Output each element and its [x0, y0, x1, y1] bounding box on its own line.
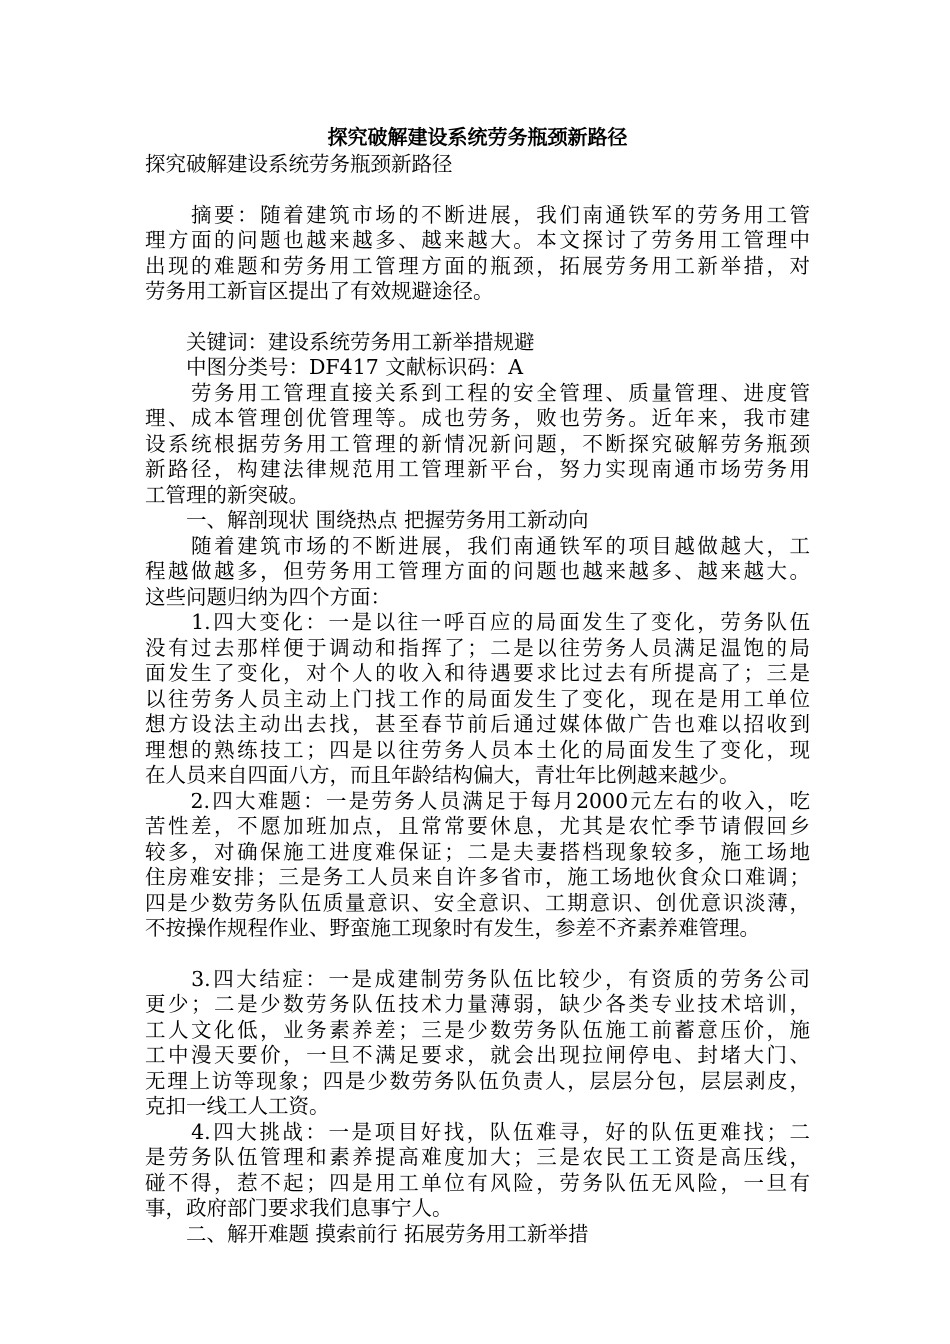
item1-line: 面发生了变化，对个人的收入和待遇要求比过去有所提高了；三是 [145, 661, 810, 685]
section1-line: 随着建筑市场的不断进展，我们南通铁军的项目越做越大，工 [145, 533, 810, 558]
item1-paragraph [145, 610, 810, 789]
intro-line: 工管理的新突破。 [145, 482, 309, 507]
item2-line: 2.四大难题：一是劳务人员满足于每月2000元左右的收入，吃 [145, 788, 810, 813]
intro-line: 劳务用工管理直接关系到工程的安全管理、质量管理、进度管 [145, 380, 810, 405]
keywords-line: 关键词：建设系统劳务用工新举措规避 [145, 329, 535, 354]
item2-paragraph [145, 789, 810, 942]
abstract-paragraph [145, 203, 810, 305]
item4-line: 事，政府部门要求我们息事宁人。 [145, 1196, 453, 1220]
document-subtitle: 探究破解建设系统劳务瓶颈新路径 [145, 152, 453, 176]
blank-line [145, 178, 810, 203]
item4-line: 4.四大挑战：一是项目好找，队伍难寻，好的队伍更难找；二 [145, 1119, 810, 1144]
item3-line: 工中漫天要价，一旦不满足要求，就会出现拉闸停电、封堵大门、 [145, 1043, 810, 1067]
item1-line: 想方设法主动出去找，甚至春节前后通过媒体做广告也难以招收到 [145, 712, 810, 736]
section1-paragraph [145, 534, 810, 611]
item2-line: 不按操作规程作业、野蛮施工现象时有发生，参差不齐素养难管理。 [145, 916, 760, 940]
item1-line: 没有过去那样便于调动和指挥了；二是以往劳务人员满足温饱的局 [145, 635, 810, 660]
abstract-line: 劳务用工新盲区提出了有效规避途径。 [145, 279, 494, 303]
item2-line: 四是少数劳务队伍质量意识、安全意识、工期意识、创优意识淡薄， [145, 890, 810, 915]
item1-line: 以往劳务人员主动上门找工作的局面发生了变化，现在是用工单位 [145, 686, 810, 711]
abstract-line: 出现的难题和劳务用工管理方面的瓶颈，拓展劳务用工新举措，对 [145, 253, 810, 278]
item4-line: 碰不得，惹不起；四是用工单位有风险，劳务队伍无风险，一旦有 [145, 1170, 810, 1195]
item3-line: 3.四大结症：一是成建制劳务队伍比较少，有资质的劳务公司 [145, 966, 810, 991]
section-heading: 一、解剖现状 围绕热点 把握劳务用工新动向 [145, 508, 589, 532]
item3-line: 克扣一线工人工资。 [145, 1094, 330, 1118]
section-heading: 二、解开难题 摸索前行 拓展劳务用工新举措 [145, 1221, 589, 1246]
abstract-line: 摘要：随着建筑市场的不断进展，我们南通铁军的劳务用工管 [145, 202, 810, 227]
item3-line: 工人文化低，业务素养差；三是少数劳务队伍施工前蓄意压价，施 [145, 1017, 810, 1042]
document-title: 探究破解建设系统劳务瓶颈新路径 [327, 125, 628, 149]
item2-line: 较多，对确保施工进度难保证；二是夫妻搭档现象较多，施工场地 [145, 839, 810, 864]
item4-line: 是劳务队伍管理和素养提高难度加大；三是农民工工资是高压线， [145, 1145, 810, 1169]
intro-line: 新路径，构建法律规范用工管理新平台，努力实现南通市场劳务用 [145, 457, 810, 481]
document-page [145, 122, 810, 1247]
section1-line: 这些问题归纳为四个方面： [145, 584, 391, 609]
intro-line: 理、成本管理创优管理等。成也劳务，败也劳务。近年来，我市建 [145, 406, 810, 430]
item1-line: 1.四大变化：一是以往一呼百应的局面发生了变化，劳务队伍 [145, 610, 810, 634]
blank-line [145, 305, 810, 330]
item3-line: 更少；二是少数劳务队伍技术力量薄弱，缺少各类专业技术培训， [145, 992, 810, 1016]
item4-paragraph [145, 1120, 810, 1222]
item3-paragraph [145, 967, 810, 1120]
blank-line [145, 942, 810, 967]
classification-line: 中图分类号：DF417 文献标识码：A [145, 355, 524, 379]
intro-paragraph [145, 381, 810, 509]
intro-line: 设系统根据劳务用工管理的新情况新问题，不断探究破解劳务瓶颈 [145, 431, 810, 456]
item2-line: 苦性差，不愿加班加点，且常常要休息，尤其是农忙季节请假回乡 [145, 814, 810, 838]
item1-line: 理想的熟练技工；四是以往劳务人员本土化的局面发生了变化，现 [145, 737, 810, 762]
item2-line: 住房难安排；三是务工人员来自许多省市，施工场地伙食众口难调； [145, 865, 810, 889]
item1-line: 在人员来自四面八方，而且年龄结构偏大，青壮年比例越来越少。 [145, 763, 740, 787]
item3-line: 无理上访等现象；四是少数劳务队伍负责人，层层分包，层层剥皮， [145, 1068, 810, 1093]
section1-line: 程越做越多，但劳务用工管理方面的问题也越来越多、越来越大。 [145, 559, 810, 583]
abstract-line: 理方面的问题也越来越多、越来越大。本文探讨了劳务用工管理中 [145, 228, 810, 252]
